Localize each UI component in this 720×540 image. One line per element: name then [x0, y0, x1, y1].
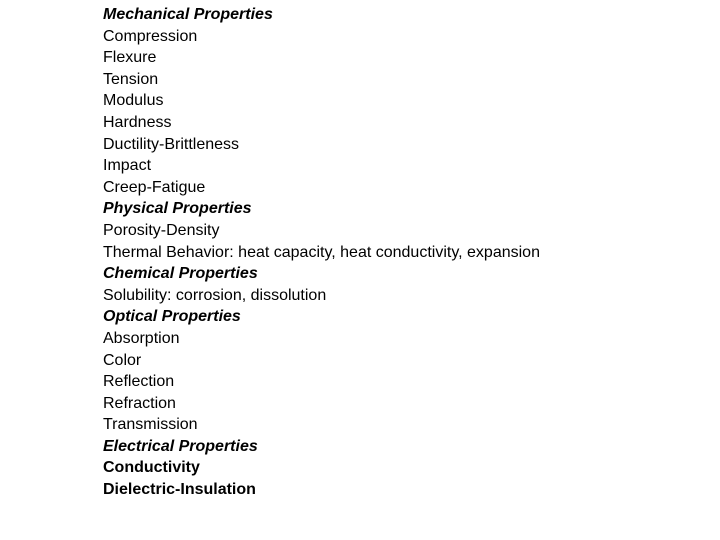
section-heading-physical: Physical Properties: [103, 200, 252, 218]
list-item: Refraction: [103, 394, 176, 412]
list-item: Modulus: [103, 92, 164, 110]
list-item: Flexure: [103, 49, 157, 67]
list-item: Hardness: [103, 113, 172, 131]
list-item: Color: [103, 351, 142, 369]
section-heading-optical: Optical Properties: [103, 308, 241, 326]
section-heading-mechanical: Mechanical Properties: [103, 6, 273, 23]
list-item: Porosity-Density: [103, 221, 220, 239]
list-item: Compression: [103, 27, 198, 45]
section-heading-chemical: Chemical Properties: [103, 265, 258, 283]
list-item: Dielectric-Insulation: [103, 481, 256, 499]
list-item: Impact: [103, 157, 152, 175]
list-item: Ductility-Brittleness: [103, 135, 240, 153]
list-item: Tension: [103, 70, 159, 88]
list-item: Creep-Fatigue: [103, 178, 206, 196]
properties-outline: [103, 4, 703, 501]
list-item: Transmission: [103, 416, 198, 434]
list-item: Solubility: corrosion, dissolution: [103, 286, 327, 304]
section-heading-electrical: Electrical Properties: [103, 437, 258, 455]
list-item: Conductivity: [103, 459, 200, 477]
list-item: Reflection: [103, 373, 175, 391]
list-item: Absorption: [103, 329, 180, 347]
list-item: Thermal Behavior: heat capacity, heat conductivity, expansion: [103, 243, 540, 261]
